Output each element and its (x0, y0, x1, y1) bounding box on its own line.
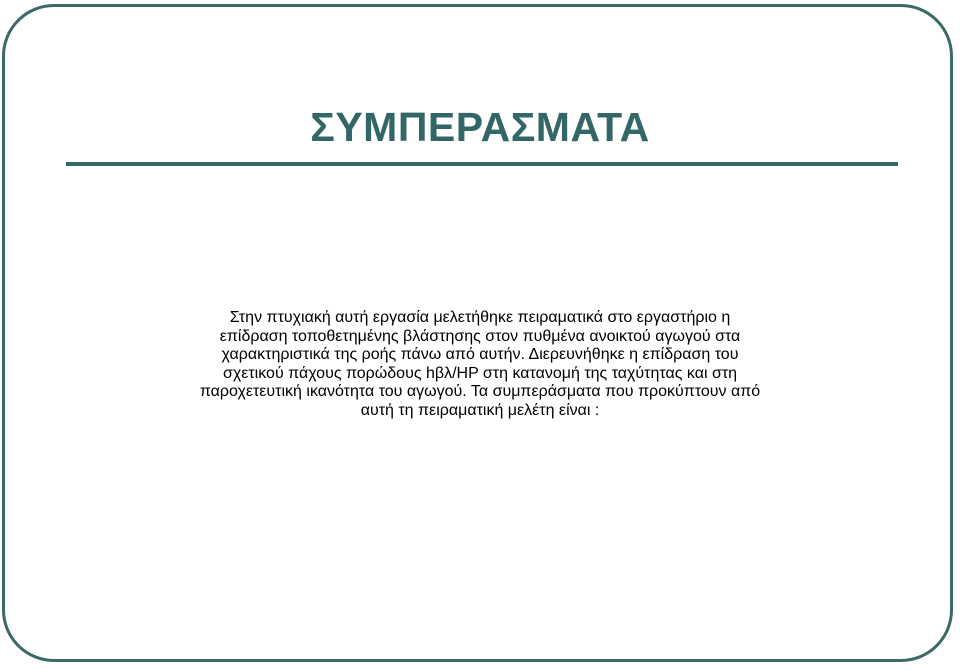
slide-title: ΣΥΜΠΕΡΑΣΜΑΤΑ (310, 104, 650, 150)
body-line-1: Στην πτυχιακή αυτή εργασία μελετήθηκε πειραματικά στο εργαστήριο η (229, 309, 731, 326)
body-line-6: αυτή τη πειραματική μελέτη είναι : (360, 401, 600, 419)
body-line-4: σχετικού πάχους πορώδους hβλ/HP στη κατανομή της ταχύτητας και στη (222, 364, 738, 382)
body-line-5: παροχετευτική ικανότητα του αγωγού. Τα συμπεράσματα που προκύπτουν από (199, 383, 761, 401)
body-line-2: επίδραση τοποθετημένης βλάστησης στον πυθμένα ανοικτού αγωγού στα (219, 327, 741, 345)
title-underline (66, 162, 898, 166)
body-line-3: χαρακτηριστικά της ροής πάνω από αυτήν. Διερευνήθηκε η επίδραση του (221, 346, 739, 364)
body-paragraph (150, 309, 810, 421)
